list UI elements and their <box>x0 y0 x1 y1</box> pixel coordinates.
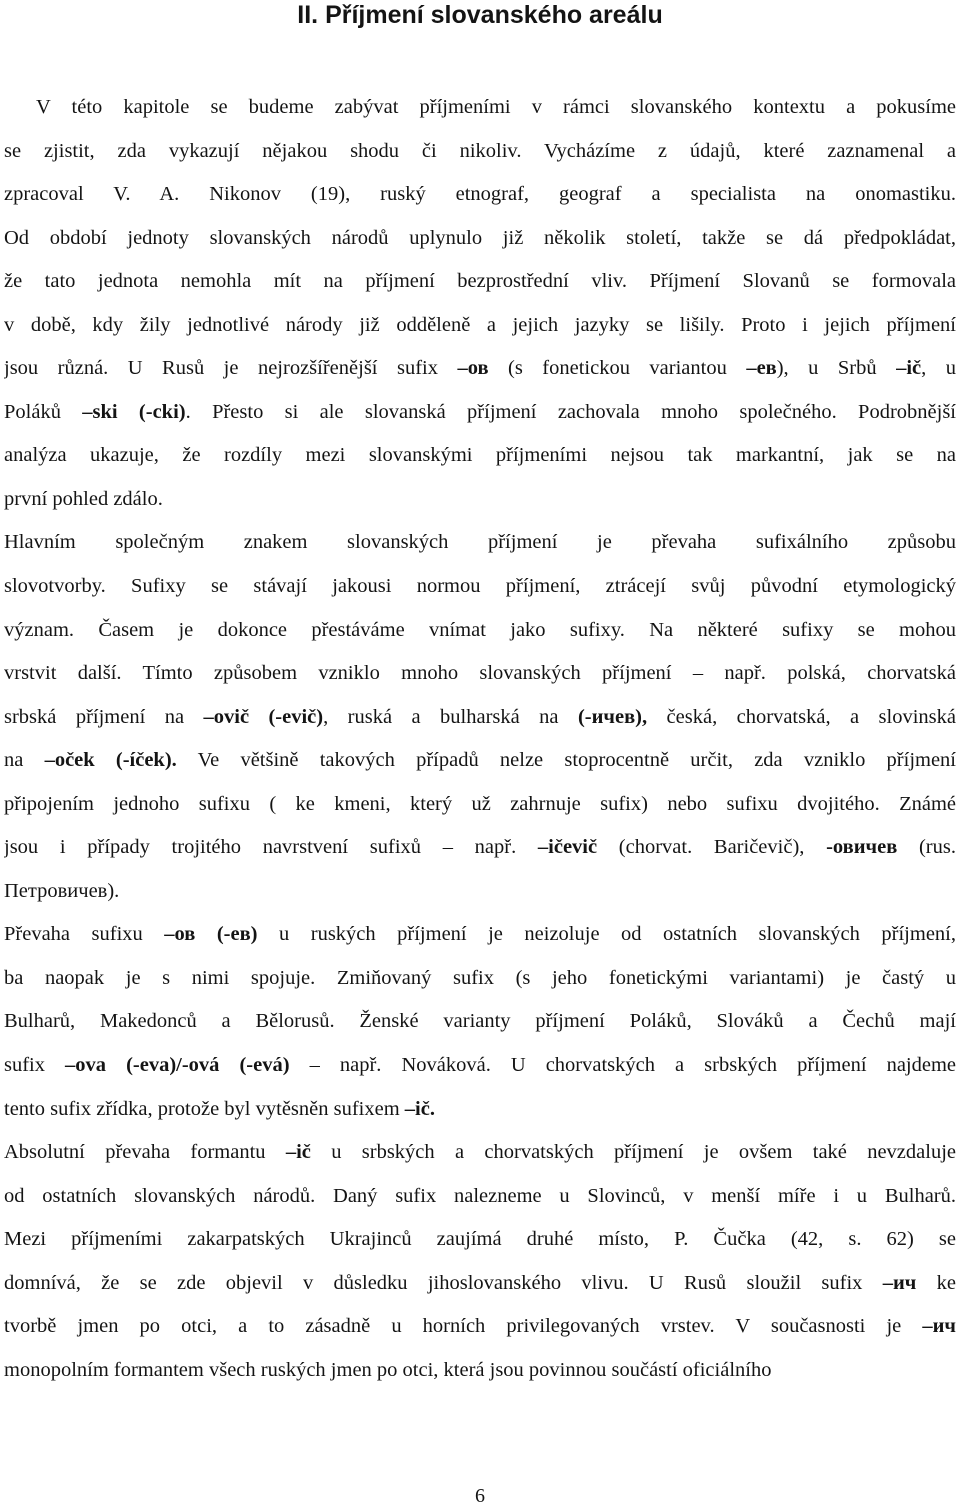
bold-text-segment: -овичев <box>826 836 898 859</box>
text-line <box>4 521 956 565</box>
text-segment: tvorbě jmen po otci, a to zásadně u horních privilegovaných vrstev. V současnosti je <box>4 1315 923 1338</box>
bold-text-segment: –ičevič <box>537 836 598 859</box>
text-segment: zpracoval V. A. Nikonov (19), ruský etnograf, geograf a specialista na onomastiku. <box>4 183 956 206</box>
text-line <box>4 347 956 391</box>
text-segment: sufix <box>4 1054 66 1077</box>
text-segment: Převaha sufixu <box>4 923 165 946</box>
bold-text-segment: –ич <box>882 1271 917 1294</box>
text-segment: v době, kdy žily jednotlivé národy již odděleně a jejich jazyky se lišily. Proto i jejich příjmení <box>4 313 956 336</box>
text-line <box>4 739 956 783</box>
text-segment: (chorvat. Baričevič), <box>597 836 827 859</box>
text-line <box>4 1044 956 1088</box>
text-segment: ), u Srbů <box>776 357 897 380</box>
chapter-heading: II. Příjmení slovanského areálu <box>297 1 663 29</box>
text-segment: , u <box>921 357 956 380</box>
text-segment: . Přesto si ale slovanská příjmení zachovala mnoho společného. Podrobnější <box>185 400 956 423</box>
text-line <box>4 783 956 827</box>
text-segment: od ostatních slovanských národů. Daný sufix nalezneme u Slovinců, v menší míře i u Bulharů. <box>4 1184 956 1207</box>
text-segment: Bulharů, Makedonců a Bělorusů. Ženské varianty příjmení Poláků, Slováků a Čechů mají <box>4 1010 956 1033</box>
text-segment: na <box>4 749 45 772</box>
page-number: 6 <box>475 1485 485 1507</box>
text-line <box>4 86 956 130</box>
text-segment: , ruská a bulharská na <box>323 705 578 728</box>
text-line <box>4 1305 956 1349</box>
text-line <box>4 913 956 957</box>
text-line <box>4 652 956 696</box>
text-segment: první pohled zdálo. <box>4 487 163 510</box>
text-segment: – např. Nováková. U chorvatských a srbských příjmení najdeme <box>289 1054 956 1077</box>
text-segment: se zjistit, zda vykazují nějakou shodu či nikoliv. Vycházíme z údajů, které zaznamenal a <box>4 139 956 162</box>
bold-text-segment: –ов (-ев) <box>164 923 258 946</box>
bold-text-segment: –ič. <box>404 1097 435 1120</box>
bold-text-segment: –ев <box>746 357 777 380</box>
text-line <box>4 696 956 740</box>
text-segment: ba naopak je s nimi spojuje. Zmiňovaný sufix (s jeho fonetickými variantami) je častý u <box>4 966 956 989</box>
text-line <box>4 1000 956 1044</box>
text-segment: vrstvit další. Tímto způsobem vzniklo mnoho slovanských příjmení – např. polská, chorvatská <box>4 662 956 685</box>
bold-text-segment: –ovič (-evič) <box>203 705 324 728</box>
text-line <box>4 304 956 348</box>
text-segment: že tato jednota nemohla mít na příjmení bezprostřední vliv. Příjmení Slovanů se formovala <box>4 270 956 293</box>
text-segment: tento sufix zřídka, protože byl vytěsněn sufixem <box>4 1097 405 1120</box>
bold-text-segment: (-ичев), <box>577 705 648 728</box>
text-segment: česká, chorvatská, a slovinská <box>647 705 956 728</box>
text-line <box>4 870 956 914</box>
text-segment: Hlavním společným znakem slovanských příjmení je převaha sufixálního způsobu <box>4 531 956 554</box>
text-line <box>4 957 956 1001</box>
text-segment: u srbských a chorvatských příjmení je ovšem také nevzdaluje <box>310 1141 956 1164</box>
text-line <box>4 1218 956 1262</box>
text-segment: (s fonetickou variantou <box>488 357 747 380</box>
text-line <box>4 1175 956 1219</box>
text-line <box>4 391 956 435</box>
text-segment: jsou i případy trojitého navrstvení sufixů – např. <box>4 836 538 859</box>
text-segment: Mezi příjmeními zakarpatských Ukrajinců zaujímá druhé místo, P. Čučka (42, s. 62) se <box>4 1228 956 1251</box>
text-segment: Od období jednoty slovanských národů uplynulo již několik století, takže se dá předpokládat, <box>4 226 956 249</box>
text-line <box>4 826 956 870</box>
text-segment: význam. Časem je dokonce přestáváme vnímat jako sufixy. Na některé sufixy se mohou <box>4 618 956 641</box>
body-text <box>4 86 956 1392</box>
bold-text-segment: –ов <box>457 357 489 380</box>
text-segment: V této kapitole se budeme zabývat příjmeními v rámci slovanského kontextu a pokusíme <box>36 96 956 118</box>
text-segment: (rus. <box>897 836 956 859</box>
text-line <box>4 130 956 174</box>
bold-text-segment: –ič <box>896 357 922 380</box>
text-line <box>4 478 956 522</box>
text-line <box>4 217 956 261</box>
text-line <box>4 1262 956 1306</box>
text-line <box>4 1349 956 1393</box>
text-line <box>4 609 956 653</box>
text-line <box>4 1088 956 1132</box>
text-line <box>4 434 956 478</box>
text-segment: ke <box>916 1271 956 1294</box>
bold-text-segment: –ski (-cki) <box>82 400 186 423</box>
text-segment: připojením jednoho sufixu ( ke kmeni, který už zahrnuje sufix) nebo sufixu dvojitého. Známé <box>4 792 956 815</box>
text-segment: srbská příjmení na <box>4 705 204 728</box>
bold-text-segment: –ič <box>285 1141 311 1164</box>
text-segment: Absolutní převaha formantu <box>4 1141 286 1164</box>
text-segment: u ruských příjmení je neizoluje od ostatních slovanských příjmení, <box>257 923 956 946</box>
bold-text-segment: –oček (-íček). <box>44 749 177 772</box>
text-segment: jsou různá. U Rusů je nejrozšířenější sufix <box>4 357 458 380</box>
text-segment: Poláků <box>4 400 83 423</box>
bold-text-segment: –ova (-eva)/-ová (-evá) <box>65 1054 290 1077</box>
text-line <box>4 565 956 609</box>
text-segment: domnívá, že se zde objevil v důsledku jihoslovanského vlivu. U Rusů sloužil sufix <box>4 1271 883 1294</box>
text-segment: monopolním formantem všech ruských jmen po otci, která jsou povinnou součástí oficiálního <box>4 1358 772 1381</box>
text-segment: Ve většině takových případů nelze stoprocentně určit, zda vzniklo příjmení <box>176 749 956 772</box>
text-line <box>4 173 956 217</box>
text-segment: analýza ukazuje, že rozdíly mezi slovanskými příjmeními nejsou tak markantní, jak se na <box>4 444 956 467</box>
text-line <box>4 1131 956 1175</box>
text-segment: Петровичев). <box>4 879 120 902</box>
text-segment: slovotvorby. Sufixy se stávají jakousi normou příjmení, ztrácejí svůj původní etymologický <box>4 575 956 598</box>
text-line <box>4 260 956 304</box>
bold-text-segment: –ич <box>922 1315 956 1338</box>
